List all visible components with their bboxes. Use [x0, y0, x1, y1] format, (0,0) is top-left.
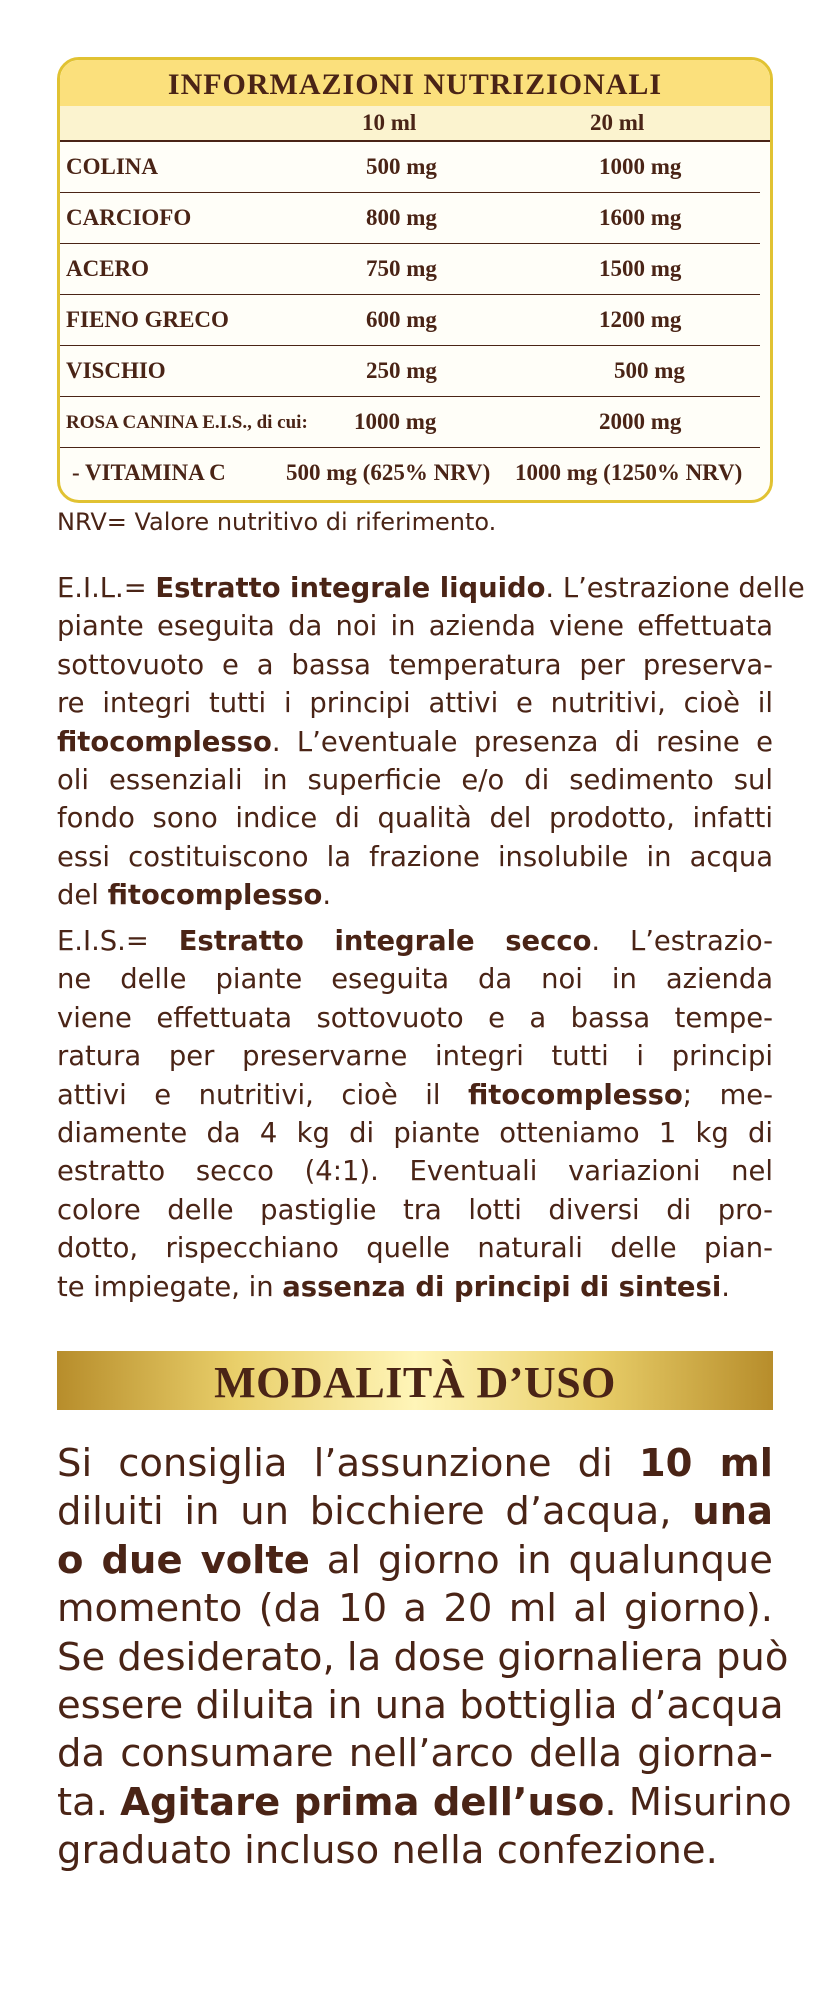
text-line [57, 1115, 773, 1153]
text-run: momento (da 10 a 20 ml al giorno). [57, 1586, 773, 1632]
value-10ml: 750 mg [366, 256, 437, 281]
bold-text: Estratto integrale secco [178, 926, 592, 957]
value-20ml: 1000 mg (1250% NRV) [515, 460, 743, 485]
text-line [57, 762, 773, 800]
table-row [60, 397, 770, 448]
value-20ml: 1200 mg [599, 307, 682, 332]
value-20ml: 1600 mg [599, 205, 682, 230]
text-line [57, 1192, 773, 1230]
text-run: ratura per preservarne integri tutti i principi [57, 1041, 773, 1073]
text-line [57, 1585, 773, 1633]
text-run: Se desiderato, la dose giornaliera può [57, 1634, 789, 1680]
column-header-20ml: 20 ml [590, 110, 645, 135]
usage-banner [57, 1351, 773, 1410]
text-line [57, 839, 773, 877]
table-row [60, 142, 770, 193]
value-10ml: 800 mg [366, 205, 437, 230]
text-line [57, 1440, 773, 1488]
value-10ml: 600 mg [366, 307, 437, 332]
table-row [60, 295, 770, 346]
nutrition-title: INFORMAZIONI NUTRIZIONALI [60, 60, 770, 106]
text-run: . L’estrazio- [591, 926, 773, 957]
text-line [57, 1153, 773, 1191]
text-run: del [57, 880, 108, 912]
ingredient-name: FIENO GRECO [66, 307, 229, 332]
text-run: . [322, 880, 332, 912]
value-20ml: 1000 mg [599, 154, 682, 179]
value-20ml: 1500 mg [599, 256, 682, 281]
text-line [57, 877, 773, 915]
table-row [60, 346, 770, 397]
text-run: re integri tutti i principi attivi e nutritivi, cioè il [57, 688, 773, 720]
nutrition-header-row [60, 106, 770, 142]
text-run: piante eseguita da noi in azienda viene effettuata [57, 611, 773, 643]
text-run: diamente da 4 kg di piante otteniamo 1 kg di [57, 1118, 773, 1150]
text-run: da consumare nell’arco della giorna- [57, 1731, 773, 1777]
text-line [57, 1269, 773, 1307]
table-row [60, 244, 770, 295]
text-line [57, 1537, 773, 1585]
text-line [57, 961, 773, 999]
text-line [57, 923, 773, 961]
eil-paragraph [57, 570, 805, 916]
text-run: al giorno in qualunque [309, 1537, 773, 1583]
text-run: sottovuoto e a bassa temperatura per preserva- [57, 649, 773, 681]
text-run: attivi e nutritivi, cioè il [57, 1079, 468, 1111]
bold-text: o due volte [57, 1537, 310, 1583]
value-20ml: 2000 mg [599, 409, 682, 434]
text-run: E.I.S.= [57, 926, 179, 957]
value-10ml: 1000 mg [354, 409, 437, 434]
text-run: diluiti in un bicchiere d’acqua, [57, 1489, 693, 1535]
table-row [60, 193, 770, 244]
text-line [57, 685, 773, 723]
nutrition-table [57, 57, 773, 503]
text-run: colore delle pastiglie tra lotti diversi di pro- [57, 1194, 773, 1226]
usage-title: MODALITÀ D’USO [214, 1358, 616, 1407]
bold-text: una [692, 1489, 773, 1535]
text-line [57, 1730, 773, 1778]
value-10ml: 500 mg (625% NRV) [286, 460, 491, 485]
bold-text: Estratto integrale liquido [155, 573, 546, 604]
text-line [57, 608, 773, 646]
text-line [57, 1038, 773, 1076]
text-line [57, 1827, 773, 1875]
ingredient-name: ROSA CANINA E.I.S., di cui: [66, 412, 308, 433]
text-run: essi costituiscono la frazione insolubile in acqua [57, 841, 773, 873]
bold-text: 10 ml [638, 1441, 773, 1486]
text-run: dotto, rispecchiano quelle naturali delle pian- [57, 1233, 773, 1265]
bold-text: Agitare prima dell’uso [120, 1779, 605, 1825]
bold-text: fitocomplesso [107, 880, 323, 912]
text-line [57, 647, 773, 685]
text-run: Si consiglia l’assunzione di [57, 1441, 639, 1486]
eis-paragraph [57, 923, 773, 1307]
table-row [60, 448, 770, 499]
value-20ml: 500 mg [614, 358, 685, 383]
ingredient-name: ACERO [66, 256, 150, 281]
bold-text: fitocomplesso [57, 726, 272, 758]
text-run: ; me- [682, 1079, 773, 1111]
text-run: fondo sono indice di qualità del prodotto, infatti [57, 803, 773, 835]
usage-paragraph [57, 1440, 792, 1876]
nrv-footnote: NRV= Valore nutritivo di riferimento. [57, 508, 497, 536]
text-run: oli essenziali in superficie e/o di sedimento sul [57, 765, 773, 797]
ingredient-name: CARCIOFO [66, 205, 192, 230]
text-line [57, 1077, 773, 1115]
text-line [57, 1634, 789, 1682]
text-run: essere diluita in una bottiglia d’acqua [57, 1683, 784, 1729]
text-line [57, 570, 805, 608]
bold-text: assenza di principi di sintesi [282, 1271, 722, 1303]
ingredient-name: - VITAMINA C [72, 460, 226, 485]
text-line [57, 1000, 773, 1038]
text-run: estratto secco (4:1). Eventuali variazioni nel [57, 1156, 773, 1188]
text-line [57, 1779, 792, 1827]
text-line [57, 1230, 773, 1268]
text-run: . Misurino [604, 1779, 792, 1825]
text-run: . [721, 1271, 730, 1303]
text-run: viene effettuata sottovuoto e a bassa tempe- [57, 1002, 773, 1034]
ingredient-name: VISCHIO [66, 358, 166, 383]
text-line [57, 1682, 784, 1730]
text-line [57, 800, 773, 838]
ingredient-name: COLINA [66, 154, 159, 179]
column-header-10ml: 10 ml [362, 110, 417, 135]
text-run: . L’eventuale presenza di resine e [271, 726, 773, 758]
text-run: te impiegate, in [57, 1271, 283, 1303]
text-line [57, 724, 773, 762]
text-run: E.I.L.= [57, 573, 156, 604]
bold-text: fitocomplesso [467, 1079, 683, 1111]
value-10ml: 500 mg [366, 154, 437, 179]
text-run: graduato incluso nella confezione. [57, 1828, 718, 1874]
text-run: . L’estrazione delle [545, 573, 805, 604]
text-run: ne delle piante eseguita da noi in azienda [57, 964, 773, 996]
text-line [57, 1488, 773, 1536]
value-10ml: 250 mg [366, 358, 437, 383]
text-run: ta. [57, 1779, 121, 1825]
